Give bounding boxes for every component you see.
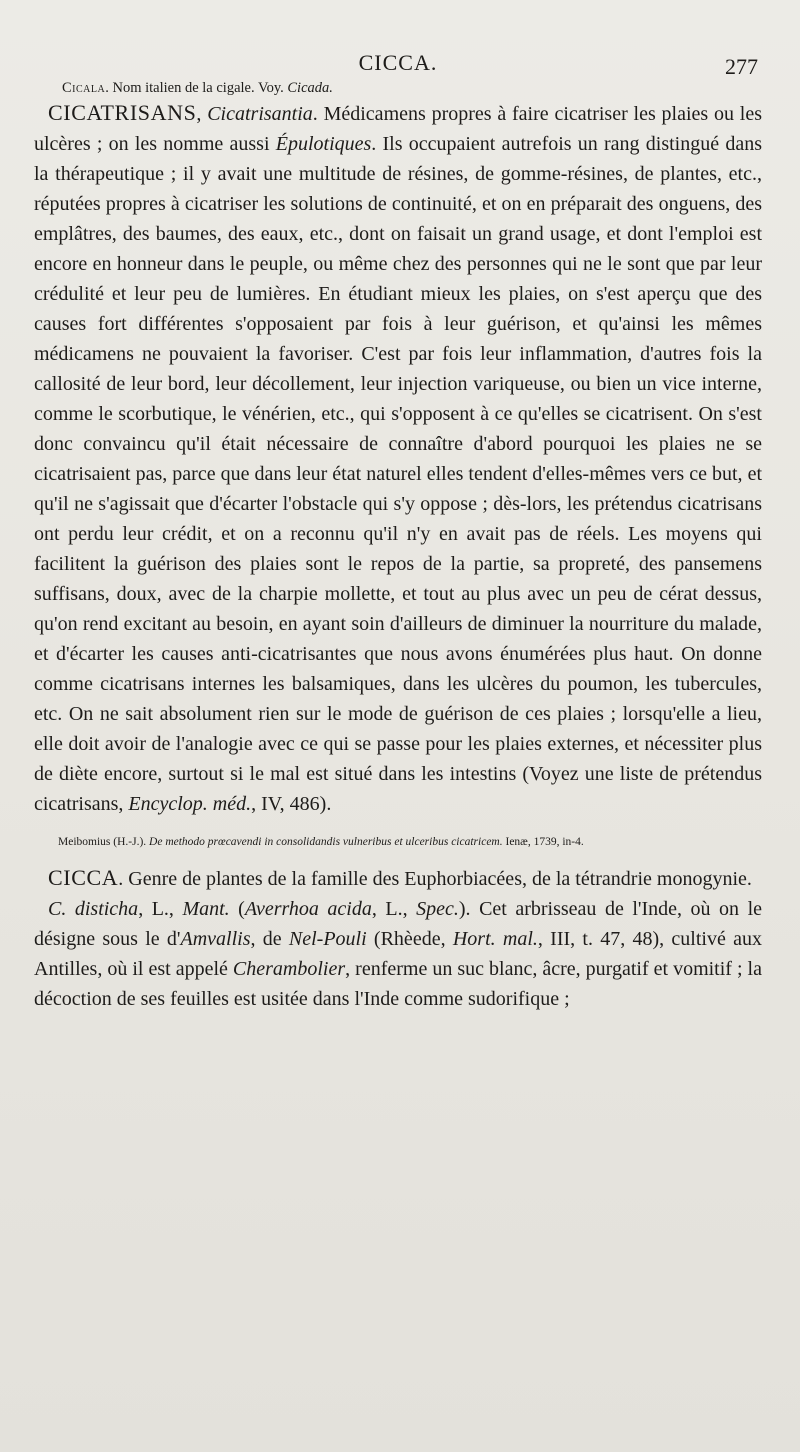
entry-text: , III, t. 47, 48), cultivé aux Antilles, où il est appelé	[34, 928, 762, 980]
running-title: CICCA.	[358, 50, 438, 75]
cross-reference-text: . Nom italien de la cigale. Voy.	[105, 80, 288, 96]
entry-reference-work: Encyclop. méd.	[128, 793, 252, 815]
entry-latin-name: Cicatrisantia	[207, 103, 313, 125]
synonym-name: Averrhoa acida	[244, 898, 372, 920]
entry-cicatrisans	[34, 98, 762, 819]
entry-headword: CICATRISANS	[48, 100, 197, 125]
reference-work: Mant.	[182, 898, 230, 920]
bibliography-author: Meibomius (H.-J.).	[58, 836, 147, 848]
running-head	[34, 44, 762, 84]
reference-work: Spec.	[416, 898, 459, 920]
entry-headword: CICCA	[48, 865, 119, 890]
entry-text: , L.,	[138, 898, 183, 920]
entry-cicca-disticha	[34, 894, 762, 1014]
entry-synonym: Épulotiques	[275, 133, 372, 155]
entry-text: , renferme un suc blanc, âcre, purgatif et vomitif ; la décoction de ses feuilles est usitée dans l'Inde comme sudorifique ;	[34, 958, 762, 1010]
entry-text: , L.,	[371, 898, 417, 920]
reference-work: Hort. mal.	[452, 928, 538, 950]
bibliography-entry	[58, 833, 762, 851]
page-number: 277	[725, 54, 758, 79]
vernacular-name: Cherambolier	[232, 958, 346, 980]
bibliography-place-date: Ienæ, 1739, in-4.	[502, 836, 584, 848]
entry-text: (Rhèede,	[366, 928, 453, 950]
entry-text: , IV, 486).	[251, 793, 332, 815]
cross-reference-headword: Cicala	[62, 80, 106, 96]
entry-text: ,	[196, 103, 208, 125]
entry-body: . Genre de plantes de la famille des Euphorbiacées, de la tétrandrie monogynie.	[118, 868, 752, 890]
entry-text: (	[229, 898, 245, 920]
cross-reference-target: Cicada.	[287, 80, 333, 96]
vernacular-name: Nel-Pouli	[288, 928, 367, 950]
entry-text: . Médicamens propres à faire cicatriser les plaies ou les ulcères ; on les nomme aussi	[34, 103, 762, 155]
entry-text: ). Cet arbrisseau de l'Inde, où on le désigne sous le d'	[34, 898, 763, 950]
vernacular-name: Amvallis	[180, 928, 251, 950]
entry-cicca	[34, 863, 762, 894]
species-name: C. disticha	[48, 898, 139, 920]
bibliography-title: De methodo prœcavendi in consolidandis vulneribus et ulceribus cicatricem.	[146, 836, 503, 848]
entry-body: . Ils occupaient autrefois un rang distingué dans la thérapeutique ; il y avait une multitude de résines, de gomme-résines, de plantes, etc., réputées propres à cicatriser les solutions de continuité, et on en préparait des onguens, des emplâtres, des baumes, des eaux, etc., dont on faisait un grand usage, et dont l'emploi est encore en honneur dans le peuple, ou même chez des personnes qui ne le sont que par leur crédulité et leur peu de lumières. En étudiant mieux les plaies, on s'est aperçu que des causes fort différentes s'opposaient par fois à leur guérison, et qu'ainsi les mêmes médicamens ne pouvaient la favoriser. C'est par fois leur inflammation, d'autres fois la callosité de leur bord, leur décollement, leur injection variqueuse, ou bien un vice interne, comme le scorbutique, le vénérien, etc., qui s'opposent à ce qu'elles se cicatrisent. On s'est donc convaincu qu'il était nécessaire de connaître d'abord pourquoi les plaies ne se cicatrisaient pas, parce que dans leur état naturel elles tendent d'elles-mêmes vers ce but, et qu'il ne s'agissait que d'écarter l'obstacle qui s'y oppose ; dès-lors, les prétendus cicatrisans ont perdu leur crédit, et on a reconnu qu'il n'y en avait pas de réels. Les moyens qui facilitent la guérison des plaies sont le repos de la partie, sa propreté, des pansemens suffisans, doux, avec de la charpie mollette, et tout au plus avec un peu de cérat dessus, qu'on rend excitant au besoin, en ayant soin d'ailleurs de diminuer la nourriture du malade, et d'écarter les causes anti-cicatrisantes que nous avons énumérées plus haut. On donne comme cicatrisans internes les balsamiques, dans les ulcères du poumon, les tubercules, etc. On ne sait absolument rien sur le mode de guérison de ces plaies ; lorsqu'elle a lieu, elle doit avoir de l'analogie avec ce qui se passe pour les plaies externes, et nécessiter plus de diète encore, surtout si le mal est situé dans les intestins (Voyez une liste de prétendus cicatrisans,	[34, 133, 762, 815]
entry-text: , de	[250, 928, 289, 950]
